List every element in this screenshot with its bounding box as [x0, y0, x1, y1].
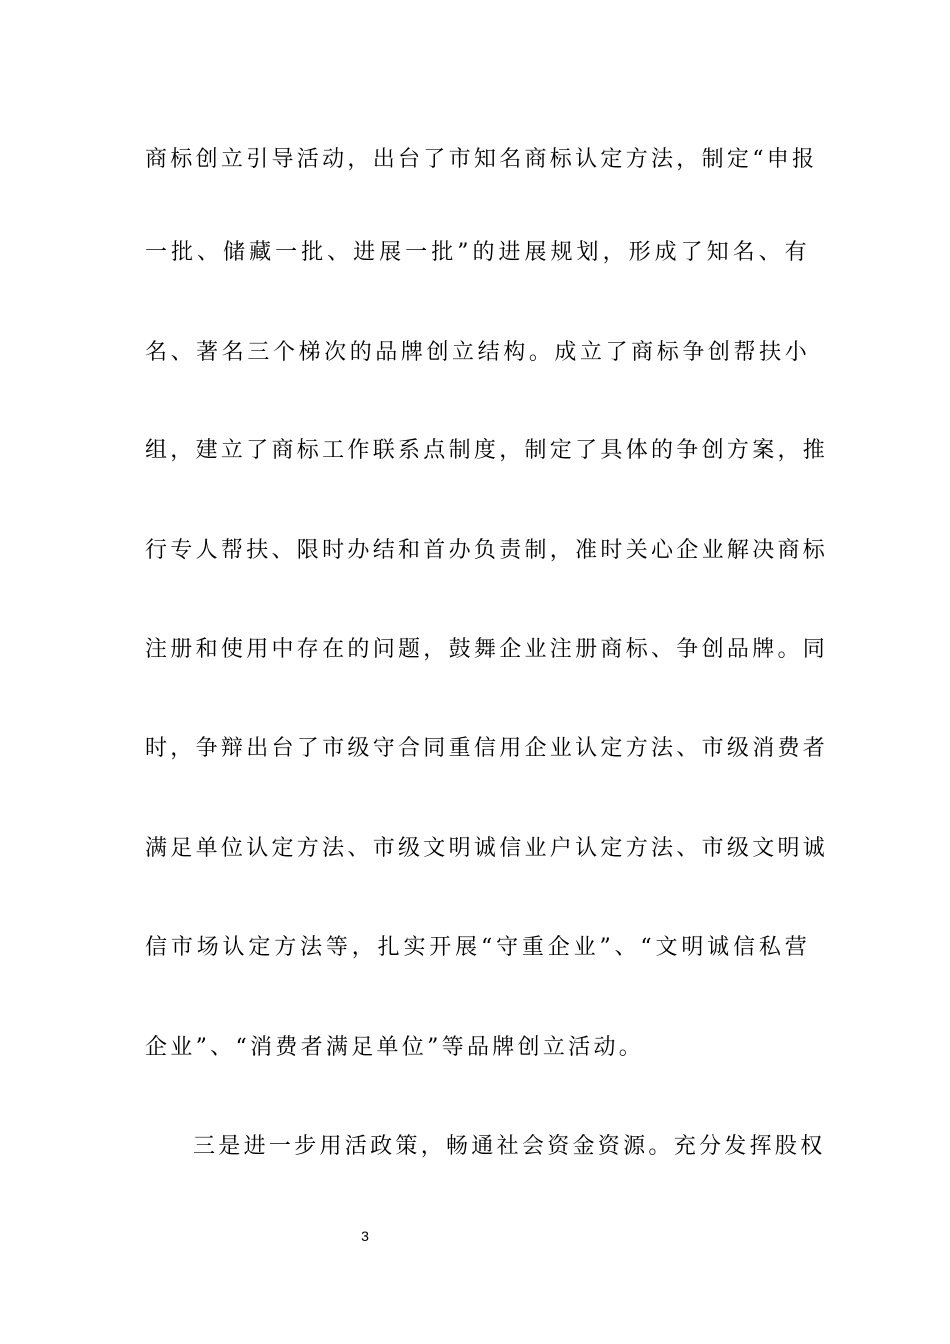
- text-line: 满足单位认定方法、市级文明诚信业户认定方法、市级文明诚: [145, 836, 829, 861]
- text-line: 注册和使用中存在的问题，鼓舞企业注册商标、争创品牌。同: [145, 637, 829, 662]
- paragraph-first-line: 三是进一步用活政策，畅通社会资金资源。充分发挥股权: [193, 1134, 826, 1159]
- text-line: 组，建立了商标工作联系点制度，制定了具体的争创方案，推: [145, 438, 829, 463]
- text-line: 名、著名三个梯次的品牌创立结构。成立了商标争创帮扶小: [145, 340, 810, 365]
- page-number: 3: [361, 1228, 369, 1244]
- text-line: 信市场认定方法等，扎实开展“守重企业”、“文明诚信私营: [145, 935, 810, 960]
- text-line: 企业”、“消费者满足单位”等品牌创立活动。: [145, 1035, 645, 1060]
- text-line: 时，争辩出台了市级守合同重信用企业认定方法、市级消费者: [145, 736, 829, 761]
- text-line: 一批、储藏一批、进展一批”的进展规划，形成了知名、有: [145, 240, 810, 265]
- text-line: 商标创立引导活动，出台了市知名商标认定方法，制定“申报: [145, 147, 818, 172]
- text-line: 行专人帮扶、限时办结和首办负责制，准时关心企业解决商标: [145, 538, 829, 563]
